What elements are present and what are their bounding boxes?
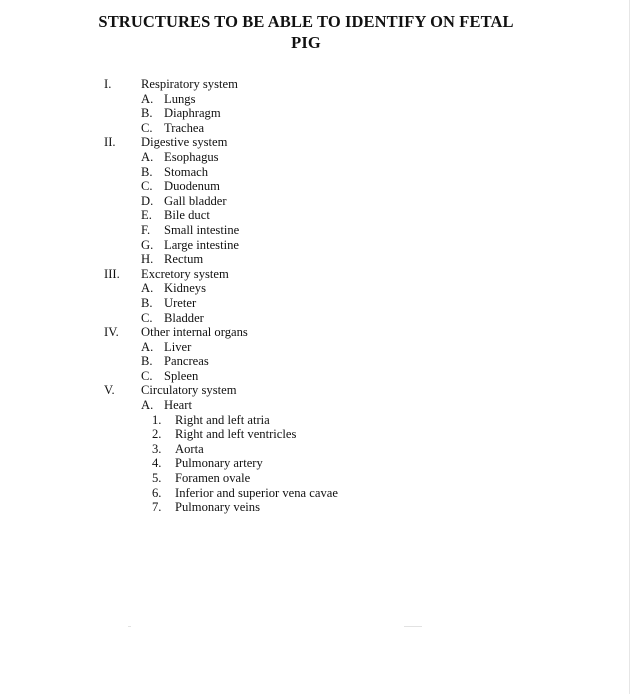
item-letter: C. bbox=[141, 179, 153, 194]
item-label: Pulmonary artery bbox=[175, 456, 263, 471]
list-item bbox=[0, 150, 630, 165]
item-letter: A. bbox=[141, 398, 154, 413]
list-item bbox=[0, 252, 630, 267]
item-label: Large intestine bbox=[164, 237, 239, 252]
list-item bbox=[0, 354, 630, 369]
item-letter: A. bbox=[141, 339, 154, 354]
item-label: Bile duct bbox=[164, 208, 210, 223]
section-heading bbox=[0, 383, 630, 398]
structure-outline bbox=[0, 77, 630, 515]
list-item bbox=[0, 238, 630, 253]
item-number: 5. bbox=[152, 471, 162, 486]
list-item bbox=[0, 311, 630, 326]
list-item bbox=[0, 92, 630, 107]
item-number: 2. bbox=[152, 427, 162, 442]
list-item bbox=[0, 165, 630, 180]
item-letter: B. bbox=[141, 164, 153, 179]
item-letter: E. bbox=[141, 208, 152, 223]
section-heading bbox=[0, 267, 630, 282]
item-number: 4. bbox=[152, 456, 162, 471]
numbered-item bbox=[0, 413, 630, 428]
item-letter: B. bbox=[141, 354, 153, 369]
list-item bbox=[0, 369, 630, 384]
title-line-2: PIG bbox=[291, 33, 321, 52]
item-label: Aorta bbox=[175, 441, 204, 456]
item-label: Gall bladder bbox=[164, 193, 227, 208]
item-label: Rectum bbox=[164, 252, 204, 267]
list-item bbox=[0, 340, 630, 355]
numbered-item bbox=[0, 427, 630, 442]
item-label: Foramen ovale bbox=[175, 471, 251, 486]
scan-mark bbox=[128, 626, 131, 627]
item-label: Pulmonary veins bbox=[175, 500, 261, 515]
item-letter: A. bbox=[141, 149, 154, 164]
item-number: 1. bbox=[152, 412, 162, 427]
section-numeral: III. bbox=[104, 266, 120, 281]
section-label: Respiratory system bbox=[141, 77, 238, 91]
item-label: Diaphragm bbox=[164, 106, 221, 121]
item-label: Esophagus bbox=[164, 149, 219, 164]
item-letter: B. bbox=[141, 106, 153, 121]
list-item bbox=[0, 179, 630, 194]
section-heading bbox=[0, 77, 630, 92]
section-label: Digestive system bbox=[141, 135, 228, 150]
scan-mark bbox=[404, 626, 422, 627]
list-item bbox=[0, 121, 630, 136]
numbered-item bbox=[0, 471, 630, 486]
item-letter: C. bbox=[141, 368, 153, 383]
item-number: 7. bbox=[152, 500, 162, 515]
item-letter: G. bbox=[141, 237, 154, 252]
item-label: Small intestine bbox=[164, 222, 240, 237]
numbered-item bbox=[0, 456, 630, 471]
section-label: Excretory system bbox=[141, 266, 229, 281]
item-label: Duodenum bbox=[164, 179, 220, 194]
section-heading bbox=[0, 325, 630, 340]
title-line-1: STRUCTURES TO BE ABLE TO IDENTIFY ON FETAL bbox=[98, 12, 514, 31]
section-numeral: IV. bbox=[104, 325, 119, 340]
section-label: Circulatory system bbox=[141, 383, 237, 398]
list-item bbox=[0, 208, 630, 223]
section-numeral: V. bbox=[104, 383, 115, 398]
list-item bbox=[0, 223, 630, 238]
item-letter: C. bbox=[141, 120, 153, 135]
item-letter: H. bbox=[141, 252, 154, 267]
list-item bbox=[0, 281, 630, 296]
item-label: Right and left ventricles bbox=[175, 427, 297, 442]
numbered-item bbox=[0, 486, 630, 501]
numbered-item bbox=[0, 442, 630, 457]
item-label: Pancreas bbox=[164, 354, 209, 369]
section-numeral: I. bbox=[104, 77, 112, 91]
item-label: Trachea bbox=[164, 120, 205, 135]
item-letter: F. bbox=[141, 222, 151, 237]
section-label: Other internal organs bbox=[141, 325, 248, 340]
item-number: 6. bbox=[152, 485, 162, 500]
item-label: Bladder bbox=[164, 310, 204, 325]
item-label: Inferior and superior vena cavae bbox=[175, 485, 338, 500]
section-numeral: II. bbox=[104, 135, 116, 150]
list-item bbox=[0, 296, 630, 311]
item-letter: B. bbox=[141, 295, 153, 310]
item-label: Lungs bbox=[164, 91, 196, 106]
item-letter: D. bbox=[141, 193, 154, 208]
list-item bbox=[0, 194, 630, 209]
item-label: Liver bbox=[164, 339, 192, 354]
item-label: Ureter bbox=[164, 295, 197, 310]
item-label: Spleen bbox=[164, 368, 199, 383]
item-letter: A. bbox=[141, 91, 154, 106]
list-item bbox=[0, 398, 630, 413]
page-title bbox=[0, 11, 612, 53]
list-item bbox=[0, 106, 630, 121]
item-letter: C. bbox=[141, 310, 153, 325]
item-label: Heart bbox=[164, 398, 192, 413]
item-label: Right and left atria bbox=[175, 412, 270, 427]
item-label: Stomach bbox=[164, 164, 209, 179]
section-heading bbox=[0, 135, 630, 150]
item-letter: A. bbox=[141, 281, 154, 296]
numbered-item bbox=[0, 500, 630, 515]
item-label: Kidneys bbox=[164, 281, 206, 296]
item-number: 3. bbox=[152, 441, 162, 456]
